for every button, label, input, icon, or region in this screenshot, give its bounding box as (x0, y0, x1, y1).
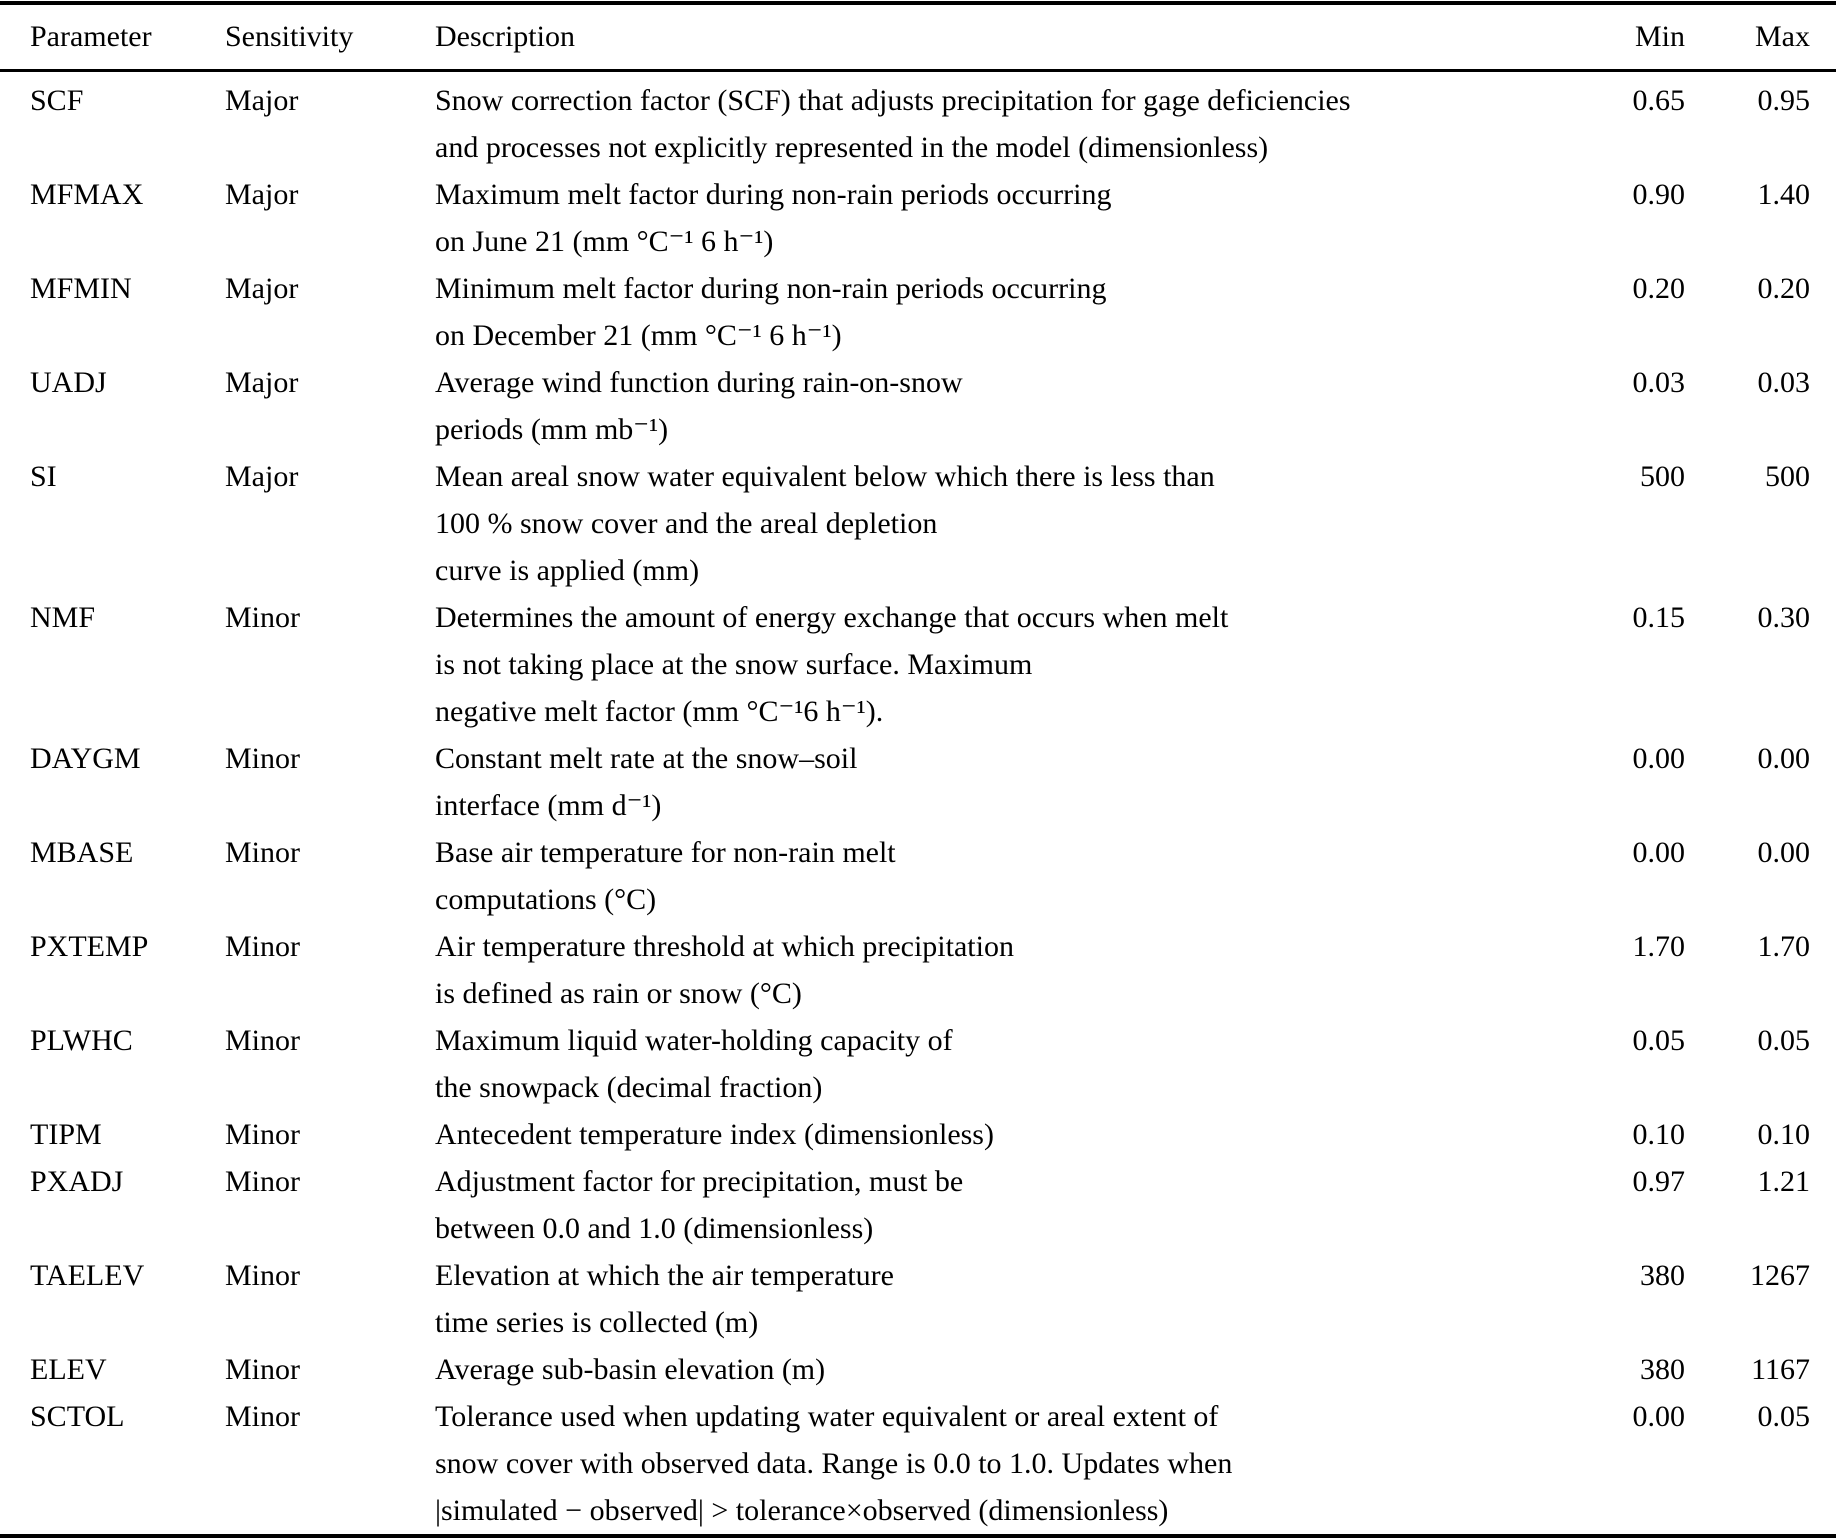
description-line: Antecedent temperature index (dimensionless) (435, 1118, 994, 1151)
description-cell (435, 359, 1565, 453)
table-row (0, 1346, 1836, 1393)
description-line: Elevation at which the air temperature (435, 1259, 894, 1292)
description-line: Average wind function during rain-on-snow (435, 366, 963, 399)
table-row (0, 1111, 1836, 1158)
sensitivity-cell: Minor (225, 742, 300, 775)
description-cell (435, 1111, 1565, 1158)
min-cell: 0.65 (1632, 84, 1685, 117)
parameter-cell: DAYGM (30, 742, 141, 775)
table-row (0, 1017, 1836, 1111)
description-cell (435, 453, 1565, 594)
table-row (0, 594, 1836, 735)
description-line: Constant melt rate at the snow–soil (435, 742, 858, 775)
description-line: Adjustment factor for precipitation, must be (435, 1165, 964, 1198)
description-line: computations (°C) (435, 883, 657, 916)
parameter-cell: MFMAX (30, 178, 144, 211)
description-cell (435, 735, 1565, 829)
column-header-description: Description (435, 3, 1565, 71)
table-row (0, 1158, 1836, 1252)
column-header-sensitivity: Sensitivity (225, 3, 435, 71)
sensitivity-cell: Major (225, 460, 299, 493)
description-cell (435, 1017, 1565, 1111)
min-cell: 500 (1640, 460, 1685, 493)
description-cell (435, 171, 1565, 265)
max-cell: 0.10 (1757, 1118, 1810, 1151)
description-cell (435, 594, 1565, 735)
max-cell: 0.05 (1757, 1400, 1810, 1433)
column-header-min: Min (1565, 3, 1685, 71)
sensitivity-cell: Major (225, 366, 299, 399)
description-cell (435, 1252, 1565, 1346)
description-line: negative melt factor (mm °C⁻¹6 h⁻¹). (435, 695, 884, 728)
table-row (0, 71, 1836, 172)
max-cell: 500 (1765, 460, 1810, 493)
description-line: curve is applied (mm) (435, 554, 700, 587)
parameter-cell: UADJ (30, 366, 107, 399)
min-cell: 380 (1640, 1259, 1685, 1292)
sensitivity-cell: Minor (225, 1353, 300, 1386)
min-cell: 0.10 (1632, 1118, 1685, 1151)
description-line: between 0.0 and 1.0 (dimensionless) (435, 1212, 874, 1245)
max-cell: 1.21 (1757, 1165, 1810, 1198)
max-cell: 1267 (1750, 1259, 1810, 1292)
parameter-cell: MFMIN (30, 272, 132, 305)
description-line: on June 21 (mm °C⁻¹ 6 h⁻¹) (435, 225, 774, 258)
max-cell: 0.95 (1757, 84, 1810, 117)
min-cell: 0.00 (1632, 1400, 1685, 1433)
table-row (0, 265, 1836, 359)
min-cell: 0.03 (1632, 366, 1685, 399)
sensitivity-cell: Minor (225, 930, 300, 963)
sensitivity-cell: Minor (225, 836, 300, 869)
parameter-cell: PXADJ (30, 1165, 124, 1198)
description-line: Air temperature threshold at which precipitation (435, 930, 1014, 963)
description-cell (435, 71, 1565, 172)
sensitivity-cell: Minor (225, 1165, 300, 1198)
table-row (0, 453, 1836, 594)
sensitivity-cell: Major (225, 84, 299, 117)
parameter-cell: SI (30, 460, 57, 493)
description-line: Maximum melt factor during non-rain periods occurring (435, 178, 1112, 211)
sensitivity-cell: Minor (225, 601, 300, 634)
description-line: is defined as rain or snow (°C) (435, 977, 802, 1010)
table-row (0, 1393, 1836, 1536)
description-line: Determines the amount of energy exchange that occurs when melt (435, 601, 1229, 634)
table-row (0, 359, 1836, 453)
max-cell: 1167 (1751, 1353, 1810, 1386)
sensitivity-cell: Major (225, 272, 299, 305)
sensitivity-cell: Minor (225, 1118, 300, 1151)
min-cell: 0.90 (1632, 178, 1685, 211)
description-line: Maximum liquid water-holding capacity of (435, 1024, 953, 1057)
min-cell: 0.00 (1632, 742, 1685, 775)
table-header (0, 3, 1836, 71)
parameter-cell: SCTOL (30, 1400, 125, 1433)
parameter-cell: NMF (30, 601, 96, 634)
max-cell: 0.20 (1757, 272, 1810, 305)
description-line: and processes not explicitly represented in the model (dimensionless) (435, 131, 1269, 164)
parameter-cell: TIPM (30, 1118, 102, 1151)
parameter-cell: SCF (30, 84, 84, 117)
min-cell: 380 (1640, 1353, 1685, 1386)
description-line: Snow correction factor (SCF) that adjusts precipitation for gage deficiencies (435, 84, 1351, 117)
parameters-table (0, 1, 1836, 1538)
description-line: Tolerance used when updating water equivalent or areal extent of (435, 1400, 1219, 1433)
description-line: is not taking place at the snow surface. Maximum (435, 648, 1033, 681)
description-line: the snowpack (decimal fraction) (435, 1071, 823, 1104)
max-cell: 0.05 (1757, 1024, 1810, 1057)
min-cell: 0.15 (1632, 601, 1685, 634)
description-line: time series is collected (m) (435, 1306, 759, 1339)
parameter-cell: MBASE (30, 836, 134, 869)
description-line: snow cover with observed data. Range is 0.0 to 1.0. Updates when (435, 1447, 1233, 1480)
description-line: periods (mm mb⁻¹) (435, 413, 669, 446)
max-cell: 1.70 (1757, 930, 1810, 963)
description-cell (435, 265, 1565, 359)
header-row (0, 3, 1836, 71)
description-line: Mean areal snow water equivalent below which there is less than (435, 460, 1215, 493)
description-line: Minimum melt factor during non-rain periods occurring (435, 272, 1107, 305)
description-cell (435, 1158, 1565, 1252)
description-cell (435, 829, 1565, 923)
column-header-max: Max (1685, 3, 1836, 71)
description-cell (435, 1393, 1565, 1536)
column-header-parameter: Parameter (0, 3, 225, 71)
sensitivity-cell: Major (225, 178, 299, 211)
parameter-cell: PXTEMP (30, 930, 149, 963)
sensitivity-cell: Minor (225, 1400, 300, 1433)
max-cell: 0.30 (1757, 601, 1810, 634)
table-row (0, 923, 1836, 1017)
max-cell: 0.00 (1757, 836, 1810, 869)
sensitivity-cell: Minor (225, 1024, 300, 1057)
max-cell: 0.03 (1757, 366, 1810, 399)
table-row (0, 829, 1836, 923)
description-line: Average sub-basin elevation (m) (435, 1353, 826, 1386)
description-line: 100 % snow cover and the areal depletion (435, 507, 938, 540)
max-cell: 0.00 (1757, 742, 1810, 775)
description-cell (435, 1346, 1565, 1393)
table-body (0, 71, 1836, 1537)
min-cell: 0.97 (1632, 1165, 1685, 1198)
min-cell: 0.05 (1632, 1024, 1685, 1057)
parameter-cell: ELEV (30, 1353, 107, 1386)
parameter-cell: PLWHC (30, 1024, 133, 1057)
sensitivity-cell: Minor (225, 1259, 300, 1292)
table-row (0, 735, 1836, 829)
description-cell (435, 923, 1565, 1017)
min-cell: 0.20 (1632, 272, 1685, 305)
description-line: interface (mm d⁻¹) (435, 789, 662, 822)
parameter-cell: TAELEV (30, 1259, 145, 1292)
min-cell: 0.00 (1632, 836, 1685, 869)
description-line: Base air temperature for non-rain melt (435, 836, 896, 869)
table-row (0, 1252, 1836, 1346)
table-row (0, 171, 1836, 265)
max-cell: 1.40 (1757, 178, 1810, 211)
description-line: |simulated − observed| > tolerance×observed (dimensionless) (435, 1494, 1169, 1527)
min-cell: 1.70 (1632, 930, 1685, 963)
description-line: on December 21 (mm °C⁻¹ 6 h⁻¹) (435, 319, 842, 352)
